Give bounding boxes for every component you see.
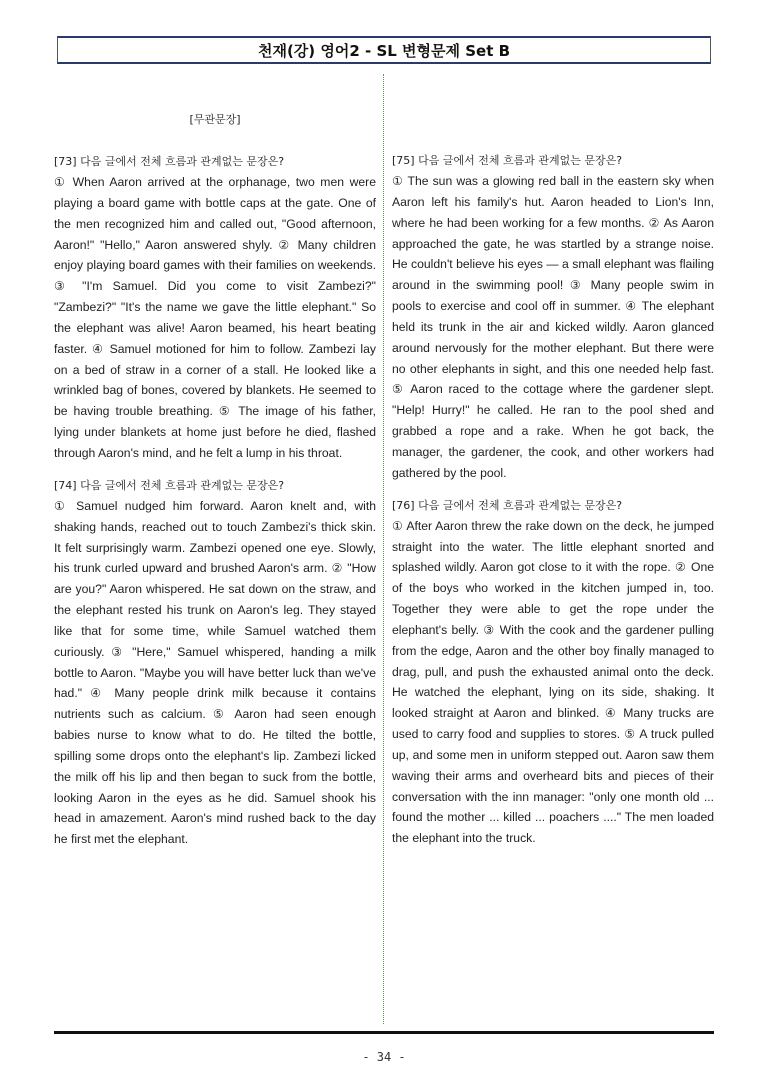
left-column: [54, 112, 376, 861]
question-74-heading: [74] 다음 글에서 전체 흐름과 관계없는 문장은?: [54, 478, 285, 492]
header-title-box: [57, 36, 711, 64]
question-76-passage: ① After Aaron threw the rake down on the deck, he jumped straight into the water. The little elephant snorted and splashed wildly. Aaron got close to it with the rope. ② One of the boys who worked in the kitchen jumped in, too. Together they were able to get the rope under the elephant's belly. ③ With the cook and the gardener pulling from the edge, Aaron and the other boy finally managed to drag, pull, and push the exhausted animal onto the deck. He watched the elephant, lying on its side, shaking. It looked straight at Aaron and blinked. ④ Many trucks are used to carry food and supplies to stores. ⑤ A truck pulled up, and some men in uniform stepped out. Aaron saw them waving their arms and overheard bits and pieces of their conversation with the inn manager: "only one month old ... found the mother ... killed ... poachers ...." The men loaded the elephant into the truck.: [392, 518, 714, 846]
question-73-passage: ① When Aaron arrived at the orphanage, two men were playing a board game with bottle caps at the gate. One of the men recognized him and called out, "Good afternoon, Aaron!" "Hello," Aaron answered shyly. ② Many children enjoy playing board games with their families on weekends. ③ "I'm Samuel. Did you come to visit Zambezi?" "Zambezi?" "It's the name we gave the little elephant." So the elephant was alive! Aaron beamed, his heart beating faster. ④ Samuel motioned for him to follow. Zambezi lay on a bed of straw in a corner of a stall. He looked like a wrinkled bag of bones, covered by blankets. He seemed to be having trouble breathing. ⑤ The image of his father, lying under blankets at home just before he died, flashed through Aaron's mind, and he felt a lump in his throat.: [54, 175, 376, 460]
section-label: [무관문장]: [189, 113, 241, 126]
question-75-heading: [75] 다음 글에서 전체 흐름과 관계없는 문장은?: [392, 154, 623, 167]
question-74-passage: ① Samuel nudged him forward. Aaron knelt and, with shaking hands, reached out to touch Zambezi's thick skin. It felt surprisingly warm. Zambezi opened one eye. Slowly, his trunk curled upward and brushed Aaron's arm. ② "How are you?" Aaron whispered. He sat down on the straw, and the elephant rested his trunk on Aaron's leg. They stayed like that for some time, while Samuel watched them curiously. ③ "Here," Samuel whispered, handing a milk bottle to Aaron. "Maybe you will have better luck than we've had." ④ Many people drink milk because it contains nutrients such as calcium. ⑤ Aaron had seen enough babies nurse to know what to do. He tilted the bottle, spilling some drops onto the elephant's lip. Zambezi licked the milk off his lip and then began to suck from the bottle, looking Aaron in the eyes as he did. Samuel shook his head in amazement. Aaron's mind rushed back to the day he first met the elephant.: [54, 498, 376, 847]
column-divider: [383, 74, 384, 1024]
question-73-heading: [73] 다음 글에서 전체 흐름과 관계없는 문장은?: [54, 155, 285, 168]
page-title: 천재(강) 영어2 - SL 변형문제 Set B: [257, 41, 511, 60]
question-75-passage: ① The sun was a glowing red ball in the eastern sky when Aaron left his family's hut. Aaron headed to Lion's Inn, where he had been working for a few months. ② As Aaron approached the gate, he was startled by a strange noise. He couldn't believe his eyes — a small elephant was flailing around in the swimming pool! ③ Many people swim in pools to exercise and cool off in summer. ④ The elephant held its trunk in the air and kicked wildly. Aaron glanced around nervously for the mother elephant. But there were no other elephants in sight, and this one needed help fast. ⑤ Aaron raced to the cottage where the gardener slept. "Help! Hurry!" he called. He ran to the pool shed and grabbed a rope and a rake. When he got back, the manager, the gardener, the cook, and other workers had gathered by the pool.: [392, 174, 714, 480]
right-column: [392, 150, 714, 860]
page-number: - 34 -: [362, 1050, 406, 1064]
footer-rule: [54, 1031, 714, 1034]
question-76-heading: [76] 다음 글에서 전체 흐름과 관계없는 문장은?: [392, 498, 623, 512]
